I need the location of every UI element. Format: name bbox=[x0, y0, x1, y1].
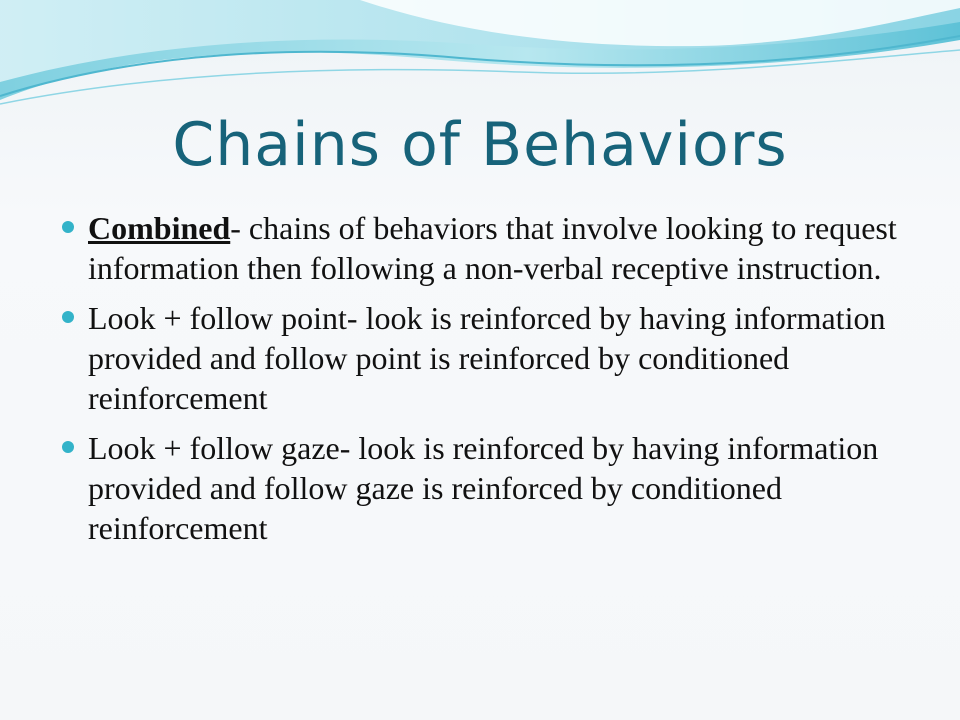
bullet-list bbox=[62, 208, 902, 558]
bullet-marker-icon bbox=[62, 441, 74, 453]
bullet-term: Combined bbox=[88, 210, 231, 246]
bullet-item-follow-point bbox=[62, 298, 902, 418]
bullet-item-combined bbox=[62, 208, 902, 288]
header-wave-decoration bbox=[0, 0, 960, 120]
bullet-marker-icon bbox=[62, 311, 74, 323]
bullet-marker-icon bbox=[62, 221, 74, 233]
bullet-text: Look + follow point- look is reinforced by having information provided and follow point is reinforced by conditioned reinforcement bbox=[88, 300, 886, 416]
slide-title: Chains of Behaviors bbox=[172, 110, 788, 180]
bullet-item-follow-gaze bbox=[62, 428, 902, 548]
bullet-text: - chains of behaviors that involve looking to request information then following a non-verbal receptive instruction. bbox=[88, 210, 897, 286]
bullet-text: Look + follow gaze- look is reinforced by having information provided and follow gaze is reinforced by conditioned reinforcement bbox=[88, 430, 879, 546]
